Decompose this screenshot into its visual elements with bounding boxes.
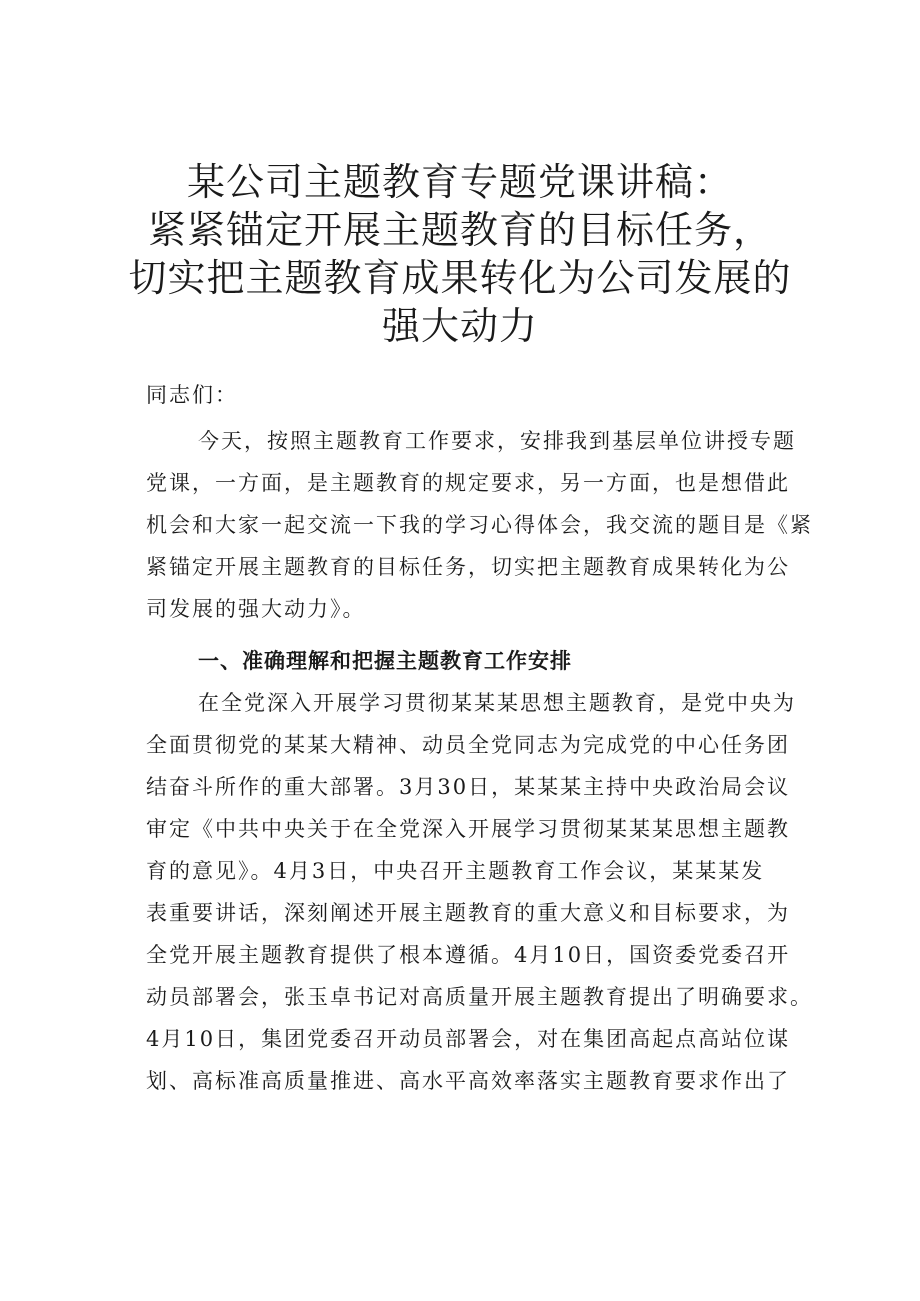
paragraph-section1 [146, 682, 813, 1102]
salutation: 同志们： [146, 383, 238, 407]
paragraph-line: 全面贯彻党的某某大精神、动员全党同志为完成党的中心任务团 [146, 733, 790, 757]
paragraph-line: 育的意见》。4月3日，中央召开主题教育工作会议，某某某发 [146, 859, 765, 883]
paragraph-line: 结奋斗所作的重大部署。3月30日，某某某主持中央政治局会议 [146, 775, 791, 799]
title-line: 切实把主题教育成果转化为公司发展的 [128, 256, 792, 300]
paragraph-line: 划、高标准高质量推进、高水平高效率落实主题教育要求作出了 [146, 1069, 790, 1093]
paragraph-line: 动员部署会，张玉卓书记对高质量开展主题教育提出了明确要求。 [146, 985, 813, 1009]
paragraph-line: 机会和大家一起交流一下我的学习心得体会，我交流的题目是《紧 [146, 513, 813, 537]
title-line: 某公司主题教育专题党课讲稿： [186, 160, 733, 204]
paragraph-line: 全党开展主题教育提供了根本遵循。4月10日，国资委党委召开 [146, 943, 791, 967]
title-line: 紧紧锚定开展主题教育的目标任务， [147, 208, 772, 252]
paragraph-line: 4月10日，集团党委召开动员部署会，对在集团高起点高站位谋 [146, 1027, 791, 1051]
paragraph-line: 在全党深入开展学习贯彻某某某思想主题教育，是党中央为 [198, 691, 796, 715]
paragraph-line: 今天，按照主题教育工作要求，安排我到基层单位讲授专题 [198, 429, 796, 453]
paragraph-intro [146, 420, 813, 630]
section-heading: 一、准确理解和把握主题教育工作安排 [198, 649, 572, 673]
paragraph-line: 党课，一方面，是主题教育的规定要求，另一方面，也是想借此 [146, 471, 790, 495]
paragraph-line: 司发展的强大动力》。 [146, 597, 366, 621]
paragraph-line: 紧锚定开展主题教育的目标任务，切实把主题教育成果转化为公 [146, 555, 790, 579]
title-line: 强大动力 [381, 304, 538, 348]
paragraph-line: 审定《中共中央关于在全党深入开展学习贯彻某某某思想主题教 [146, 817, 790, 841]
paragraph-line: 表重要讲话，深刻阐述开展主题教育的重大意义和目标要求，为 [146, 901, 790, 925]
document-title [0, 158, 920, 350]
